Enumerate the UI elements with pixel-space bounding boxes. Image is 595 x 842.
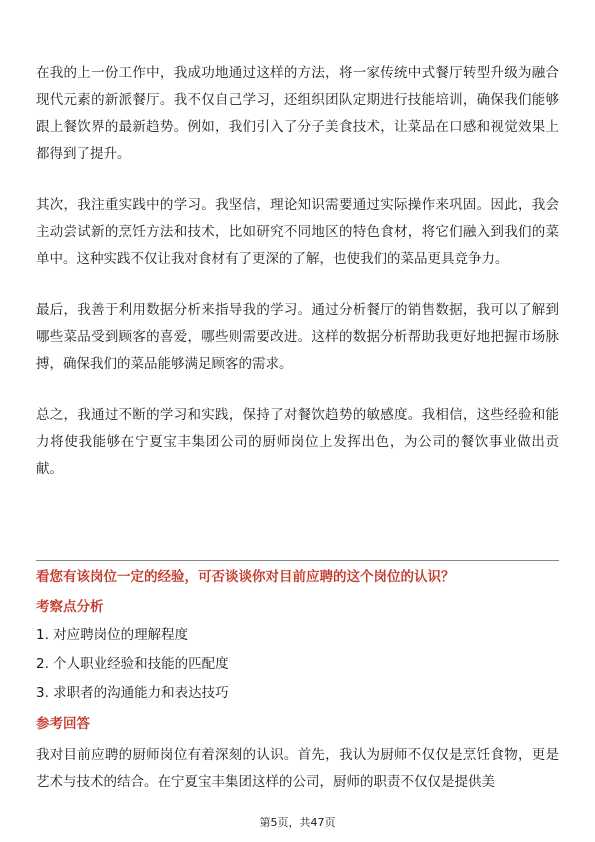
document-body	[36, 60, 559, 483]
section-divider	[36, 560, 559, 561]
analysis-point: 2. 个人职业经验和技能的匹配度	[36, 656, 229, 672]
answer-title: 参考回答	[36, 716, 90, 732]
paragraph-practice-learning: 其次，我注重实践中的学习。我坚信，理论知识需要通过实际操作来巩固。因此，我会主动尝试新的烹饪方法和技术，比如研究不同地区的特色食材，将它们融入到我们的菜单中。这种实践不仅让我对食材有了更深的了解，也使我们的菜品更具竞争力。	[36, 197, 559, 267]
analysis-point: 1. 对应聘岗位的理解程度	[36, 627, 189, 643]
paragraph-conclusion: 总之，我通过不断的学习和实践，保持了对餐饮趋势的敏感度。我相信，这些经验和能力将使我能够在宁夏宝丰集团公司的厨师岗位上发挥出色，为公司的餐饮事业做出贡献。	[36, 407, 559, 477]
answer-text: 我对目前应聘的厨师岗位有着深刻的认识。首先，我认为厨师不仅仅是烹饪食物，更是艺术与技术的结合。在宁夏宝丰集团这样的公司，厨师的职责不仅仅是提供美	[36, 747, 559, 790]
interview-question: 看您有该岗位一定的经验，可否谈谈你对目前应聘的这个岗位的认识？	[36, 569, 455, 585]
paragraph-previous-job: 在我的上一份工作中，我成功地通过这样的方法，将一家传统中式餐厅转型升级为融合现代元素的新派餐厅。我不仅自己学习，还组织团队定期进行技能培训，确保我们能够跟上餐饮界的最新趋势。例如，我们引入了分子美食技术，让菜品在口感和视觉效果上都得到了提升。	[36, 65, 559, 162]
analysis-point: 3. 求职者的沟通能力和表达技巧	[36, 685, 229, 701]
paragraph-data-analysis: 最后，我善于利用数据分析来指导我的学习。通过分析餐厅的销售数据，我可以了解到哪些菜品受到顾客的喜爱，哪些则需要改进。这样的数据分析帮助我更好地把握市场脉搏，确保我们的菜品能够满足顾客的需求。	[36, 302, 559, 372]
page-footer: 第5页，共47页	[259, 816, 336, 829]
analysis-title: 考察点分析	[36, 599, 104, 615]
